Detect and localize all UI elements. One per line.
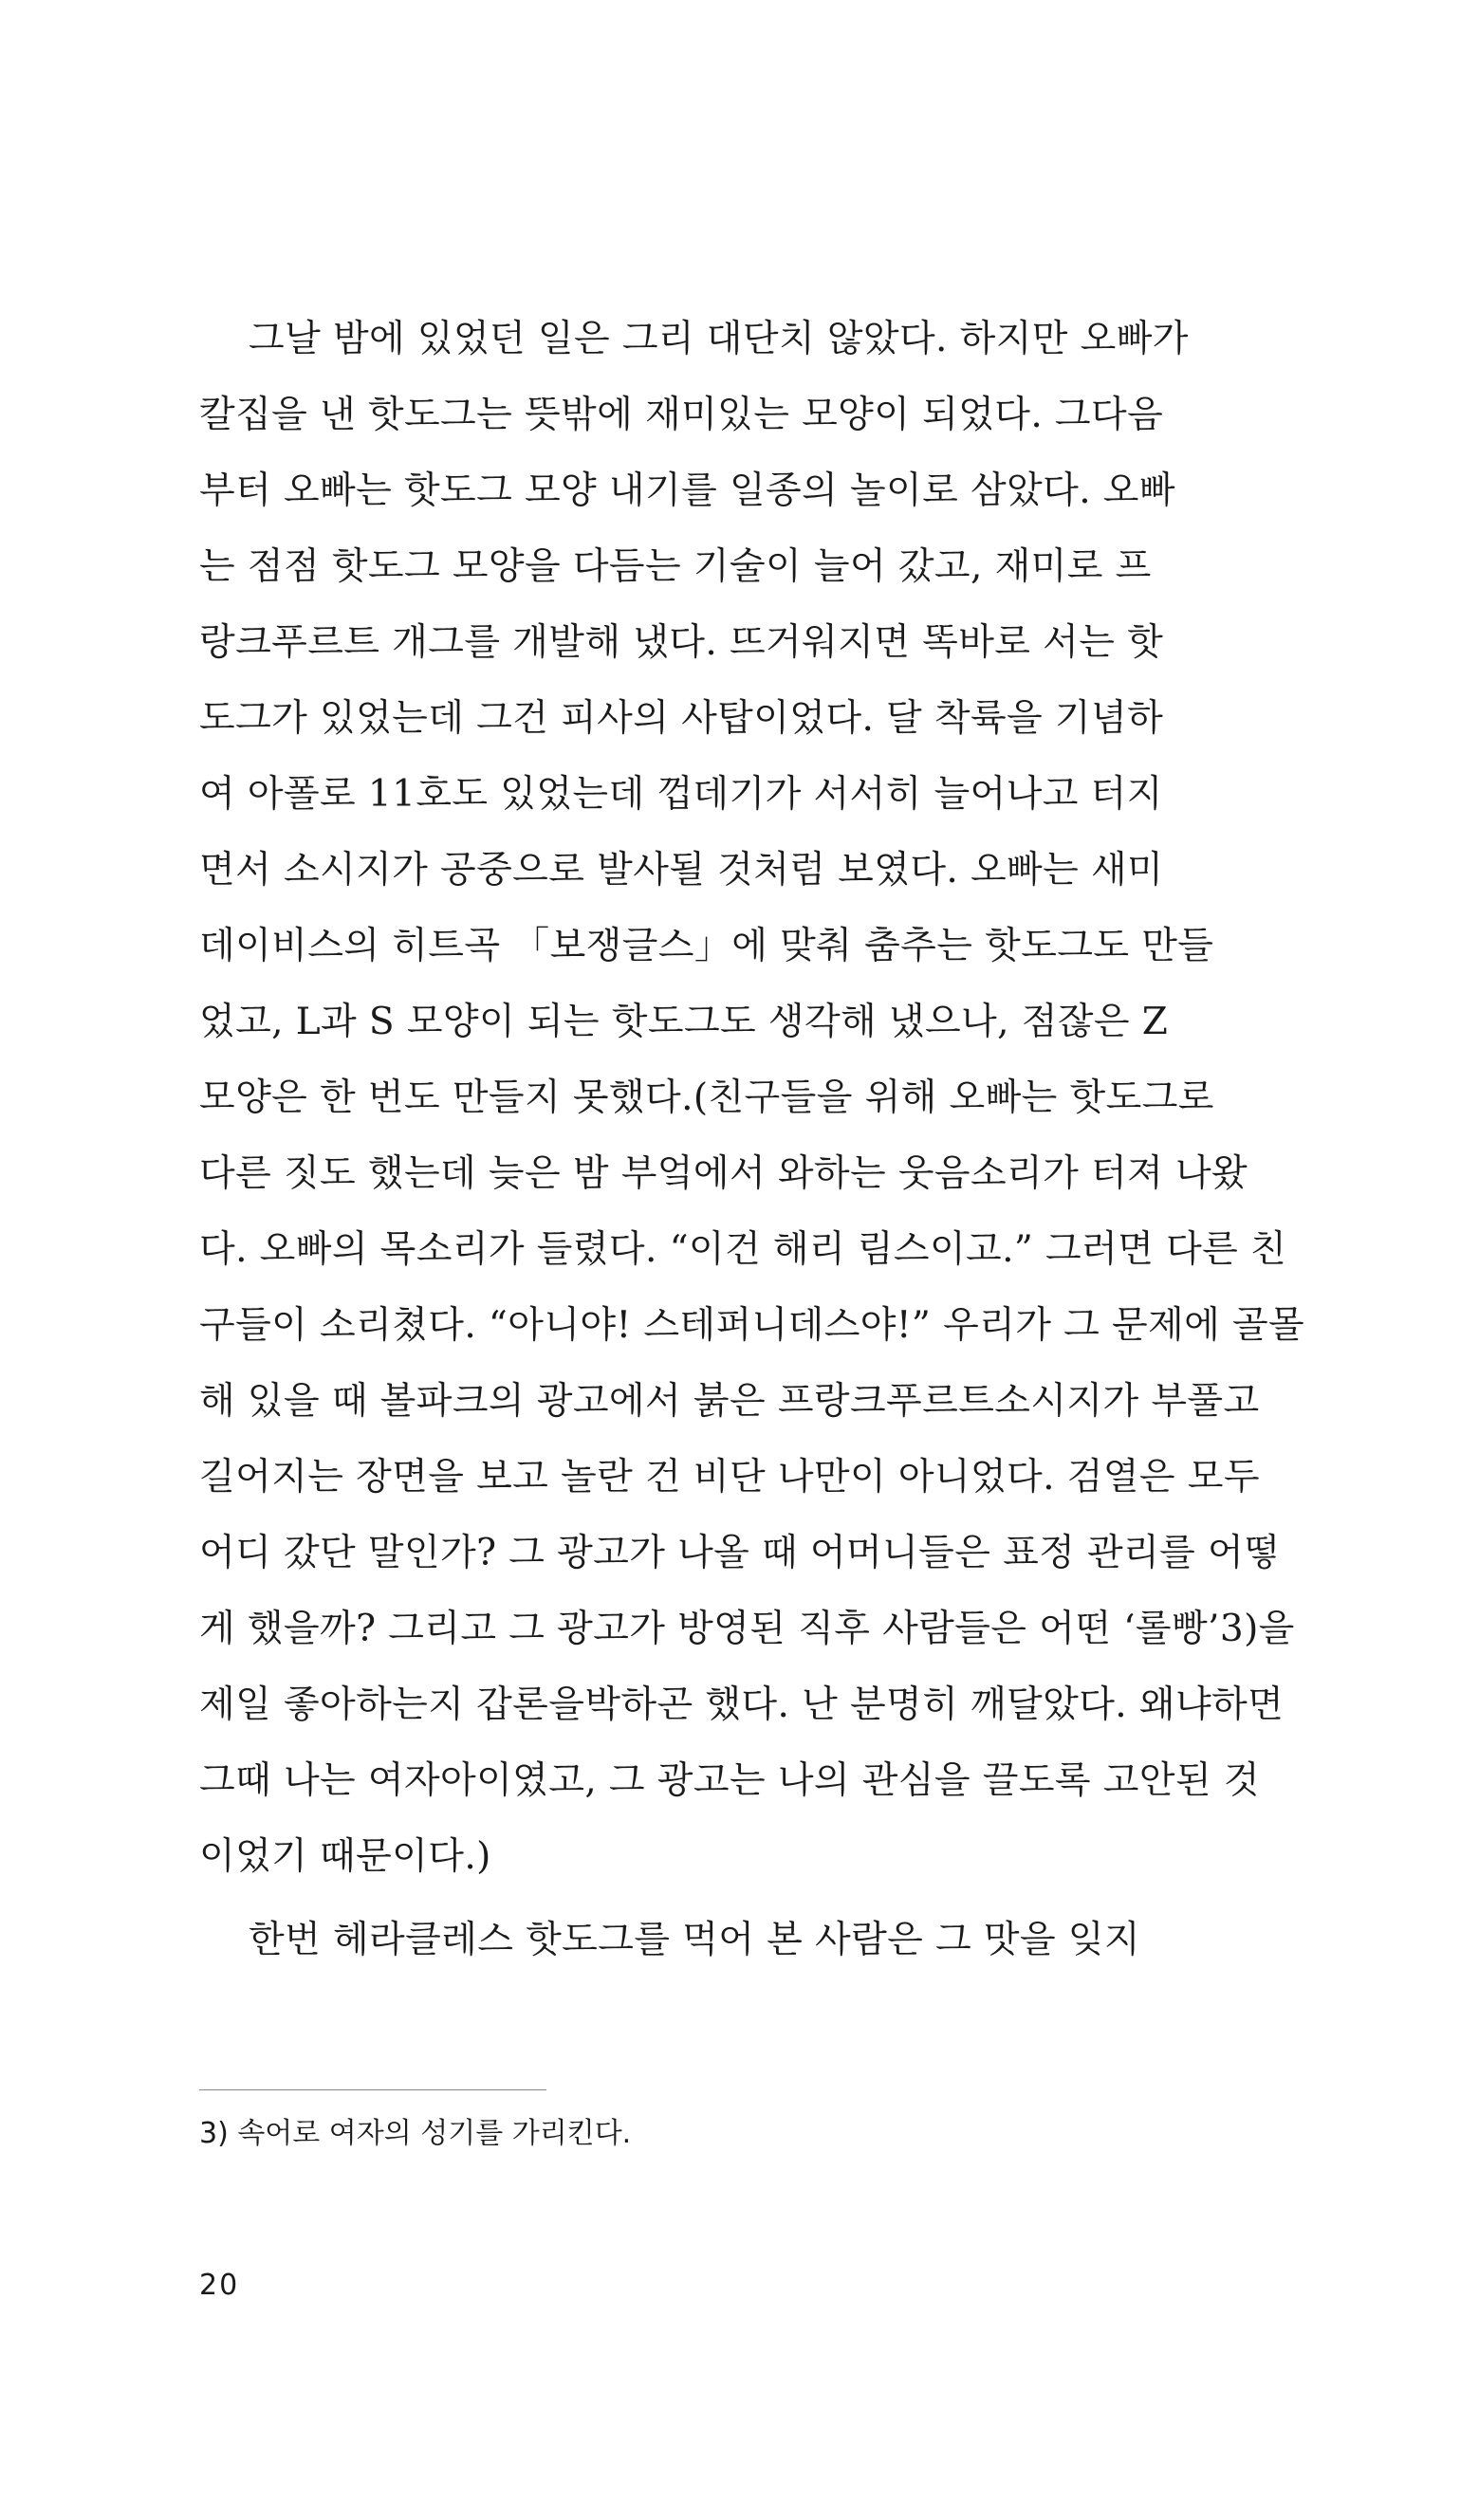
text-line: 해 있을 때 볼파크의 광고에서 붉은 프랑크푸르트소시지가 부풀고 xyxy=(199,1380,1260,1423)
text-line: 칼집을 낸 핫도그는 뜻밖에 재미있는 모양이 되었다. 그다음 xyxy=(199,394,1164,436)
paragraph-start-line: 한번 헤라클레스 핫도그를 먹어 본 사람은 그 맛을 잊지 xyxy=(249,1919,1141,1961)
text-line: 그때 나는 여자아이였고, 그 광고는 나의 관심을 끌도록 고안된 것 xyxy=(199,1759,1260,1802)
text-line: 어디 갔단 말인가? 그 광고가 나올 때 어머니들은 표정 관리를 어떻 xyxy=(199,1532,1281,1574)
text-line: 이었기 때문이다.) xyxy=(199,1835,491,1878)
text-line: 제일 좋아하는지 갑론을박하곤 했다. 난 분명히 깨달았다. 왜냐하면 xyxy=(199,1683,1285,1726)
text-line: 데이비스의 히트곡 「보쟁글스」에 맞춰 춤추는 핫도그도 만들 xyxy=(199,925,1214,967)
text-line: 다. 오빠의 목소리가 들렸다. “이건 해리 림스이고.” 그러면 다른 친 xyxy=(199,1228,1287,1271)
footnote: 3) 속어로 여자의 성기를 가리킨다. xyxy=(199,2117,632,2150)
text-line: 다른 짓도 했는데 늦은 밤 부엌에서 와하는 웃음소리가 터져 나왔 xyxy=(199,1152,1248,1195)
text-line: 길어지는 장면을 보고 놀란 건 비단 나만이 아니었다. 검열은 모두 xyxy=(199,1456,1260,1499)
text-line: 그날 밤에 있었던 일은 그리 대단치 않았다. 하지만 오빠가 xyxy=(249,318,1189,360)
footnote-divider xyxy=(199,2089,546,2090)
text-line: 랑크푸르트 개그를 개발해 냈다. 뜨거워지면 똑바로 서는 핫 xyxy=(199,621,1164,664)
text-line: 었고, L과 S 모양이 되는 핫도그도 생각해 냈으나, 점잖은 Z xyxy=(199,1001,1169,1043)
text-line: 여 아폴로 11호도 있었는데 껍데기가 서서히 늘어나고 터지 xyxy=(199,773,1163,816)
page-number: 20 xyxy=(199,2269,240,2302)
text-line: 구들이 소리쳤다. “아니야! 스테퍼니데스야!” 우리가 그 문제에 골몰 xyxy=(199,1304,1305,1347)
text-line: 는 점점 핫도그 모양을 다듬는 기술이 늘어 갔고, 재미로 프 xyxy=(199,545,1152,588)
text-line: 도그가 있었는데 그건 피사의 사탑이었다. 달 착륙을 기념하 xyxy=(199,697,1164,740)
text-line: 게 했을까? 그리고 그 광고가 방영된 직후 사람들은 어떤 ‘롤빵’3)을 xyxy=(199,1608,1295,1650)
text-line: 부터 오빠는 핫도그 모양 내기를 일종의 놀이로 삼았다. 오빠 xyxy=(199,469,1175,512)
text-line: 모양은 한 번도 만들지 못했다.(친구들을 위해 오빠는 핫도그로 xyxy=(199,1076,1214,1119)
body-text xyxy=(199,302,1305,1978)
text-line: 면서 소시지가 공중으로 발사될 것처럼 보였다. 오빠는 새미 xyxy=(199,849,1164,892)
